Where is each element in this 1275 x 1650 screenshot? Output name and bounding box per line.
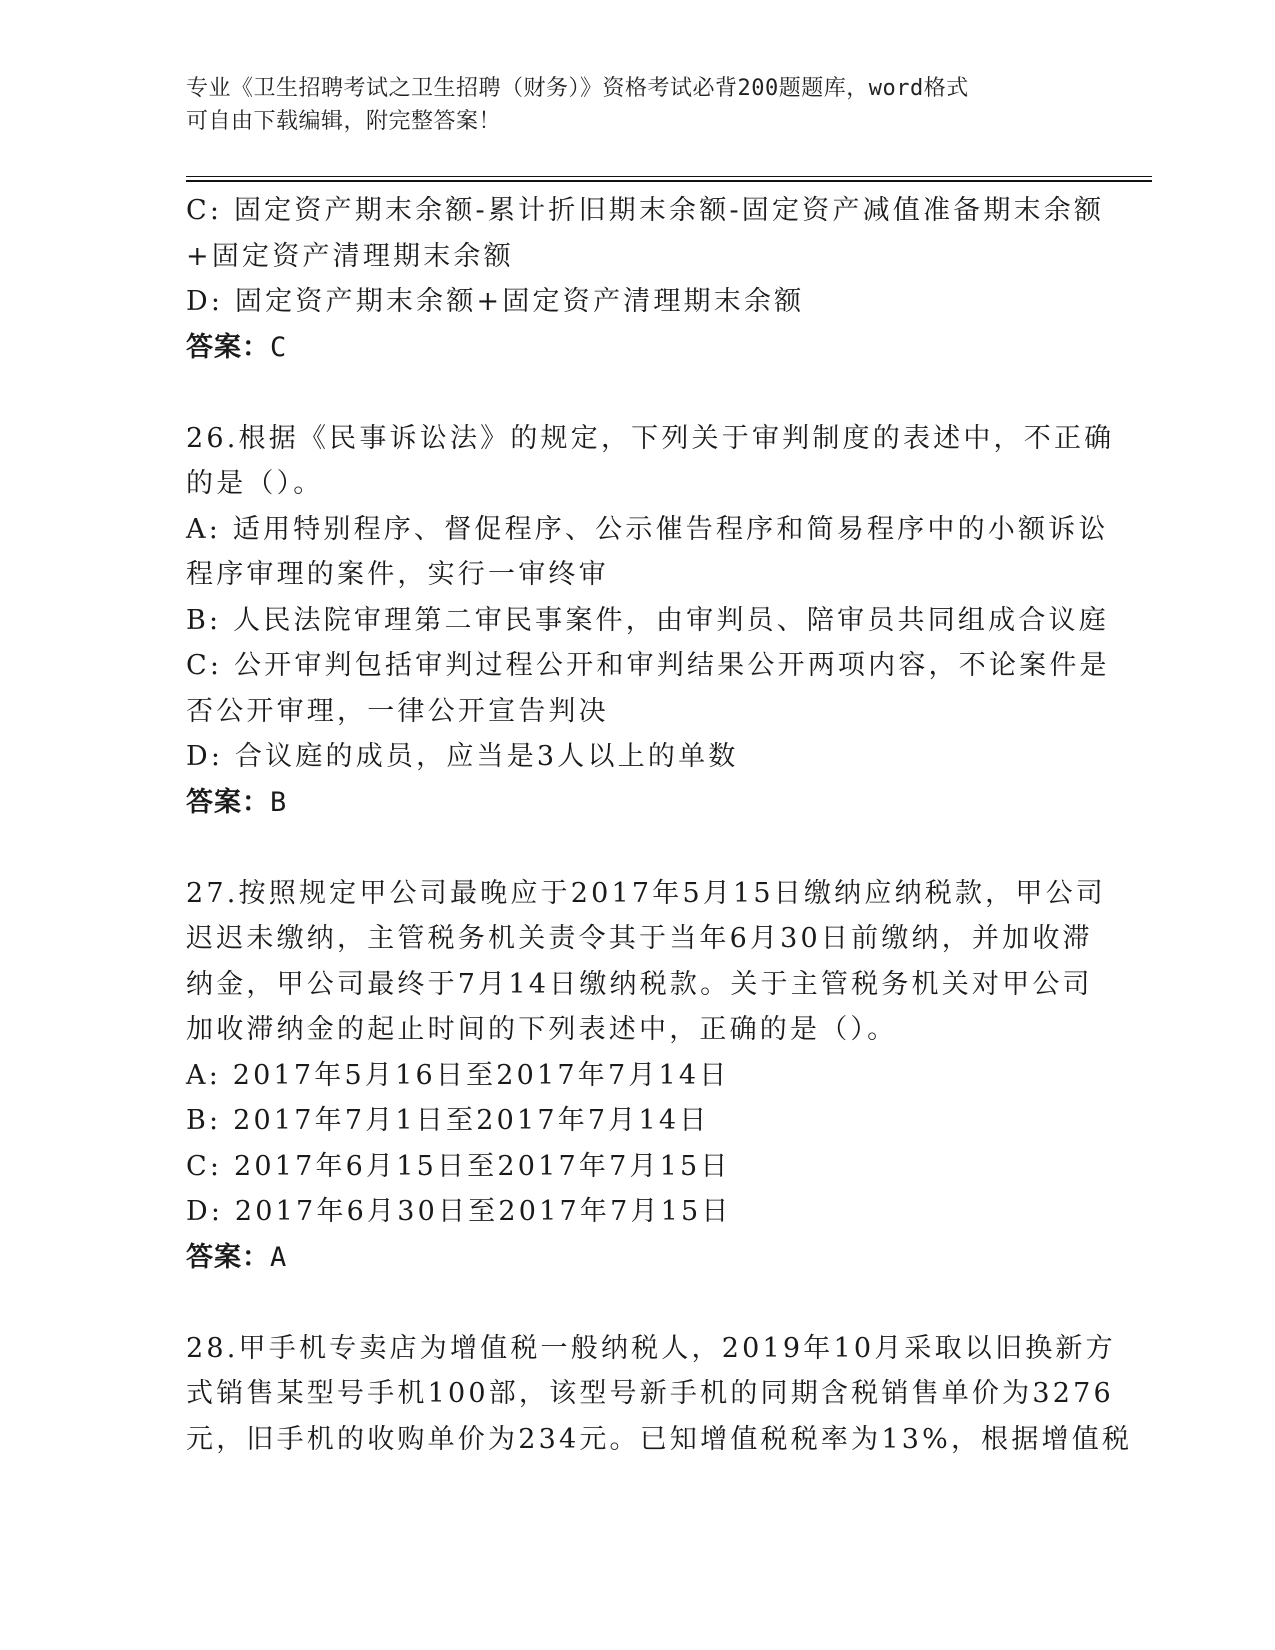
- header-line-1: 专业《卫生招聘考试之卫生招聘（财务）》资格考试必背200题题库，word格式: [186, 76, 969, 101]
- option-line: 程序审理的案件，实行一审终审: [186, 559, 609, 590]
- spacer: [186, 370, 1086, 416]
- option-line: B: 2017年7月1日至2017年7月14日: [186, 1105, 710, 1136]
- header-divider-thick: [186, 180, 1152, 182]
- option-line: C: 固定资产期末余额-累计折旧期末余额-固定资产减值准备期末余额: [186, 195, 1105, 226]
- continued-question: [186, 188, 1105, 370]
- option-line: D: 合议庭的成员，应当是3人以上的单数: [186, 741, 739, 772]
- question-text-line: 27.按照规定甲公司最晚应于2017年5月15日缴纳应纳税款，甲公司: [186, 877, 1106, 909]
- option-line: C: 2017年6月15日至2017年7月15日: [186, 1150, 731, 1182]
- option-line: D: 固定资产期末余额+固定资产清理期末余额: [186, 286, 805, 317]
- answer-line: [186, 1235, 1086, 1281]
- option-line: +固定资产清理期末余额: [186, 240, 514, 272]
- answer-line: [186, 325, 1086, 371]
- spacer: [186, 1280, 1086, 1326]
- option-line: C: 公开审判包括审判过程公开和审判结果公开两项内容，不论案件是: [186, 650, 1110, 681]
- document-body: [186, 188, 1133, 1462]
- answer-label: 答案：: [186, 331, 270, 363]
- option-line: D: 2017年6月30日至2017年7月15日: [186, 1196, 732, 1227]
- option-line: A: 适用特别程序、督促程序、公示催告程序和简易程序中的小额诉讼: [186, 513, 1109, 545]
- answer-label: 答案：: [186, 786, 270, 818]
- answer-line: [186, 780, 1086, 826]
- page-header: [186, 72, 1066, 138]
- option-line: B: 人民法院审理第二审民事案件，由审判员、陪审员共同组成合议庭: [186, 604, 1109, 636]
- question-text-line: 28.甲手机专卖店为增值税一般纳税人，2019年10月采取以旧换新方: [186, 1332, 1116, 1364]
- option-line: A: 2017年5月16日至2017年7月14日: [186, 1059, 730, 1091]
- question-26: [186, 416, 1115, 826]
- question-text-line: 26.根据《民事诉讼法》的规定，下列关于审判制度的表述中，不正确: [186, 422, 1115, 454]
- header-line-2: 可自由下载编辑，附完整答案！: [186, 109, 502, 134]
- question-text-line: 的是（）。: [186, 468, 324, 499]
- answer-value: B: [270, 786, 288, 818]
- answer-label: 答案：: [186, 1241, 270, 1273]
- answer-value: A: [270, 1241, 288, 1273]
- spacer: [186, 825, 1086, 871]
- question-27: [186, 871, 1106, 1281]
- question-text-line: 纳金，甲公司最终于7月14日缴纳税款。关于主管税务机关对甲公司: [186, 968, 1093, 1000]
- header-divider-thin: [186, 176, 1152, 177]
- question-text-line: 式销售某型号手机100部，该型号新手机的同期含税销售单价为3276: [186, 1378, 1114, 1409]
- question-28: [186, 1326, 1133, 1463]
- question-text-line: 迟迟未缴纳，主管税务机关责令其于当年6月30日前缴纳，并加收滞: [186, 923, 1093, 954]
- option-line: 否公开审理，一律公开宣告判决: [186, 695, 609, 727]
- question-text-line: 元，旧手机的收购单价为234元。已知增值税税率为13%，根据增值税: [186, 1423, 1133, 1455]
- answer-value: C: [270, 331, 288, 363]
- question-text-line: 加收滞纳金的起止时间的下列表述中，正确的是（）。: [186, 1014, 898, 1045]
